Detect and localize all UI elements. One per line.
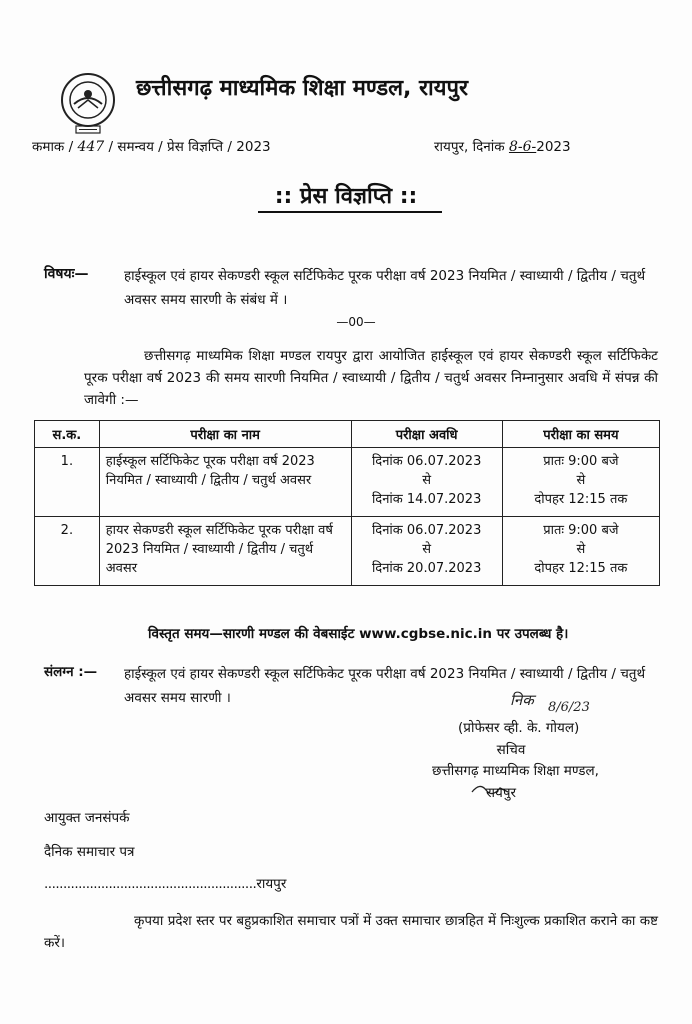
date-to: दिनांक 20.07.2023	[371, 561, 482, 576]
enclosure-label: संलग्न :—	[44, 664, 98, 680]
reference-number	[32, 137, 271, 155]
cell-exam-name	[99, 517, 351, 586]
reference-suffix: / समन्वय / प्रेस विज्ञप्ति / 2023	[108, 139, 271, 155]
publication-request: कृपया प्रदेश स्तर पर बहुप्रकाशित समाचार पत्रों में उक्त समाचार छात्रहित में निःशुल्क प्रकाशित कराने का कष्ट करें।	[44, 913, 658, 951]
reference-prefix: कमाक /	[32, 139, 74, 155]
website-note: विस्तृत समय—सारणी मण्डल की वेबसाईट www.cgbse.nic.in पर उपलब्ध है।	[148, 626, 569, 642]
cell-exam-name	[99, 448, 351, 517]
exam-name-line: नियमित / स्वाध्यायी / द्वितीय / चतुर्थ अवसर	[105, 473, 312, 488]
date-from: दिनांक 06.07.2023	[371, 454, 482, 469]
blank-dots: ........................................................	[44, 876, 257, 892]
handwritten-signature: निक	[510, 691, 534, 709]
cell-exam-time	[502, 517, 659, 586]
signature-date: 8/6/23	[548, 700, 590, 715]
signatory-city: रायपुर	[486, 785, 517, 801]
date-to: दिनांक 14.07.2023	[371, 492, 482, 507]
signatory-designation: सचिव	[496, 742, 526, 758]
table-row	[35, 517, 660, 586]
enclosure-text: हाईस्कूल एवं हायर सेकण्डरी स्कूल सर्टिफिकेट पूरक परीक्षा वर्ष 2023 नियमित / स्वाध्यायी / द्वितीय / चतुर्थ अवसर समय सारणी ।	[124, 666, 646, 706]
section-divider: —00—	[336, 315, 376, 329]
exam-name-line: हायर सेकण्डरी स्कूल सर्टिफिकेट पूरक परीक्षा वर्ष	[105, 523, 333, 538]
reference-handwritten-number: 447	[77, 139, 105, 155]
recipient-blank-line	[44, 874, 286, 892]
signatory-name: (प्रोफेसर व्ही. के. गोयल)	[458, 720, 580, 736]
date-prefix: रायपुर, दिनांक	[434, 139, 505, 155]
cell-exam-time	[502, 448, 659, 517]
date-from: दिनांक 06.07.2023	[371, 523, 482, 538]
time-end: दोपहर 12:15 तक	[534, 492, 628, 507]
subject-label: विषयः—	[44, 266, 89, 282]
subject-text: हाईस्कूल एवं हायर सेकण्डरी स्कूल सर्टिफिकेट पूरक परीक्षा वर्ष 2023 नियमित / स्वाध्यायी / द्वितीय / चतुर्थ अवसर समय सारणी के संबंध में ।	[124, 268, 646, 308]
time-connector: से	[576, 542, 586, 557]
time-start: प्रातः 9:00 बजे	[543, 454, 619, 469]
recipient-commissioner: आयुक्त जनसंपर्क	[44, 810, 130, 826]
issue-date	[434, 137, 571, 155]
exam-name-line: 2023 नियमित / स्वाध्यायी / द्वितीय / चतुर्थ अवसर	[105, 542, 314, 576]
table-header-row	[35, 421, 660, 448]
time-connector: से	[576, 473, 586, 488]
date-handwritten: 8-6-	[508, 139, 537, 155]
exam-schedule-table	[34, 420, 660, 586]
signatory-organization: छत्तीसगढ़ माध्यमिक शिक्षा मण्डल,	[432, 763, 599, 779]
press-release-title: :: प्रेस विज्ञप्ति ::	[274, 184, 418, 209]
exam-name-line: हाईस्कूल सर्टिफिकेट पूरक परीक्षा वर्ष 2023	[105, 454, 315, 469]
cell-exam-duration	[351, 517, 502, 586]
recipient-city: रायपुर	[256, 876, 287, 892]
date-connector: से	[422, 473, 432, 488]
cell-exam-duration	[351, 448, 502, 517]
time-end: दोपहर 12:15 तक	[534, 561, 628, 576]
cell-serial: 1.	[35, 448, 100, 517]
header-exam-duration: परीक्षा अवधि	[351, 421, 502, 448]
body-paragraph: छत्तीसगढ़ माध्यमिक शिक्षा मण्डल रायपुर द्वारा आयोजित हाईस्कूल एवं हायर सेकण्डरी स्कूल सर्टिफिकेट पूरक परीक्षा वर्ष 2023 की समय सारणी नियमित / स्वाध्यायी / द्वितीय / चतुर्थ अवसर निम्नानुसार अवधि में संपन्न की जावेगी :—	[84, 348, 658, 408]
date-connector: से	[422, 542, 432, 557]
title-underline	[258, 211, 442, 213]
cell-serial: 2.	[35, 517, 100, 586]
header-exam-name: परीक्षा का नाम	[99, 421, 351, 448]
table-row	[35, 448, 660, 517]
time-start: प्रातः 9:00 बजे	[543, 523, 619, 538]
board-emblem-logo	[60, 70, 116, 136]
recipient-newspaper: दैनिक समाचार पत्र	[44, 844, 135, 860]
header-exam-time: परीक्षा का समय	[502, 421, 659, 448]
board-name-heading: छत्तीसगढ़ माध्यमिक शिक्षा मण्डल, रायपुर	[136, 76, 468, 101]
date-year: 2023	[536, 139, 571, 155]
header-serial: स.क.	[35, 421, 100, 448]
